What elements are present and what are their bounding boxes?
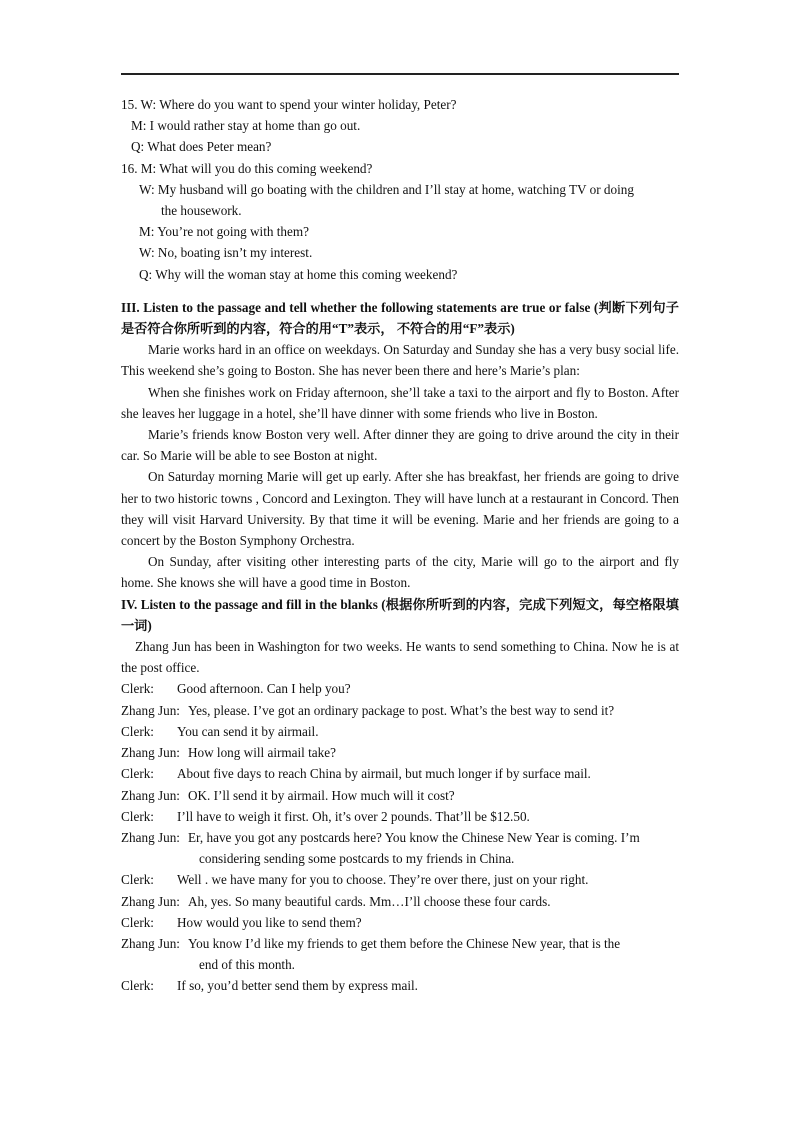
dialogue-text: Ah, yes. So many beautiful cards. Mm…I’ll choose these four cards. — [187, 893, 551, 909]
speaker-label: Clerk: — [121, 978, 154, 994]
dialogue-line — [121, 975, 679, 996]
dialogue-line — [121, 721, 679, 742]
q15-line: M: I would rather stay at home than go out. — [131, 118, 361, 134]
dialogue-continuation: end of this month. — [199, 957, 295, 973]
speaker-label: Zhang Jun: — [121, 787, 180, 803]
section4-intro: Zhang Jun has been in Washington for two weeks. He wants to send something to China. Now he is at the post office. — [121, 639, 679, 676]
q15-line: Q: What does Peter mean? — [131, 139, 272, 155]
speaker-label: Clerk: — [121, 723, 154, 739]
passage-paragraph: Marie works hard in an office on weekdays. On Saturday and Sunday she has a very busy social life. This weekend she’s going to Boston. She has never been there and here’s Marie’s plan: — [121, 342, 679, 379]
passage-paragraph: Marie’s friends know Boston very well. After dinner they are going to drive around the city in their car. So Marie will be able to see Boston at night. — [121, 427, 679, 464]
header-rule — [121, 73, 679, 75]
speaker-label: Zhang Jun: — [121, 702, 180, 718]
speaker-label: Clerk: — [121, 681, 154, 697]
q16-line: M: You’re not going with them? — [139, 224, 309, 240]
passage-paragraph: On Saturday morning Marie will get up early. After she has breakfast, her friends are going to drive her to two historic towns , Concord and Lexington. They will have lunch at a restaurant in Concord. Then they will visit Harvard University. By that time it will be evening. Marie and her friends are going to a concert by the Boston Symphony Orchestra. — [121, 469, 679, 549]
passage-paragraph: When she finishes work on Friday afternoon, she’ll take a taxi to the airport and fly to Boston. After she leaves her luggage in a hotel, she’ll have dinner with some friends who live in Boston. — [121, 384, 679, 421]
dialogue-text: You can send it by airmail. — [177, 723, 319, 739]
speaker-label: Zhang Jun: — [121, 829, 180, 845]
dialogue-text: OK. I’ll send it by airmail. How much will it cost? — [187, 787, 455, 803]
dialogue-line — [121, 827, 679, 848]
dialogue-line — [121, 912, 679, 933]
q16-line: W: No, boating isn’t my interest. — [139, 245, 313, 261]
section-gap — [121, 285, 679, 297]
dialogue-line — [121, 678, 679, 699]
dialogue-text: Er, have you got any postcards here? You know the Chinese New Year is coming. I’m — [187, 829, 640, 845]
dialogue — [121, 678, 679, 996]
dialogue-line — [121, 785, 679, 806]
dialogue-text: I’ll have to weigh it first. Oh, it’s over 2 pounds. That’ll be $12.50. — [177, 808, 530, 824]
dialogue-text: About five days to reach China by airmail, but much longer if by surface mail. — [177, 766, 591, 782]
dialogue-line — [121, 700, 679, 721]
speaker-label: Zhang Jun: — [121, 745, 180, 761]
page-content — [121, 94, 679, 997]
speaker-label: Zhang Jun: — [121, 935, 180, 951]
passage-paragraph: On Sunday, after visiting other interesting parts of the city, Marie will go to the airport and fly home. She knows she will have a good time in Boston. — [121, 554, 679, 591]
q16-line: Q: Why will the woman stay at home this coming weekend? — [139, 266, 458, 282]
dialogue-text: If so, you’d better send them by express mail. — [177, 978, 418, 994]
section3-heading: III. Listen to the passage and tell whether the following statements are true or false (判断下列句子是否符合你所听到的内容，符合的用“T”表示， 不符合的用“F”表示) — [121, 299, 679, 337]
speaker-label: Clerk: — [121, 808, 154, 824]
section4-heading: IV. Listen to the passage and fill in the blanks (根据你所听到的内容，完成下列短文，每空格限填一词) — [121, 596, 679, 633]
dialogue-continuation: considering sending some postcards to my friends in China. — [199, 851, 515, 867]
q16-line: 16. M: What will you do this coming weekend? — [121, 160, 373, 176]
dialogue-line — [121, 742, 679, 763]
dialogue-text: Yes, please. I’ve got an ordinary package to post. What’s the best way to send it? — [187, 702, 615, 718]
dialogue-text: Good afternoon. Can I help you? — [177, 681, 351, 697]
speaker-label: Clerk: — [121, 766, 154, 782]
dialogue-line — [121, 763, 679, 784]
dialogue-text: How would you like to send them? — [177, 914, 362, 930]
q16-line: W: My husband will go boating with the children and I’ll stay at home, watching TV or doing — [139, 181, 634, 197]
speaker-label: Clerk: — [121, 914, 154, 930]
q15-line: 15. W: Where do you want to spend your winter holiday, Peter? — [121, 97, 457, 112]
speaker-label: Zhang Jun: — [121, 893, 180, 909]
dialogue-text: How long will airmail take? — [187, 745, 336, 761]
dialogue-text: Well . we have many for you to choose. They’re over there, just on your right. — [177, 872, 589, 888]
dialogue-line — [121, 891, 679, 912]
dialogue-line — [121, 806, 679, 827]
speaker-label: Clerk: — [121, 872, 154, 888]
dialogue-line — [121, 933, 679, 954]
q16-line: the housework. — [161, 203, 242, 219]
dialogue-line — [121, 869, 679, 890]
dialogue-text: You know I’d like my friends to get them before the Chinese New year, that is the — [187, 935, 621, 951]
